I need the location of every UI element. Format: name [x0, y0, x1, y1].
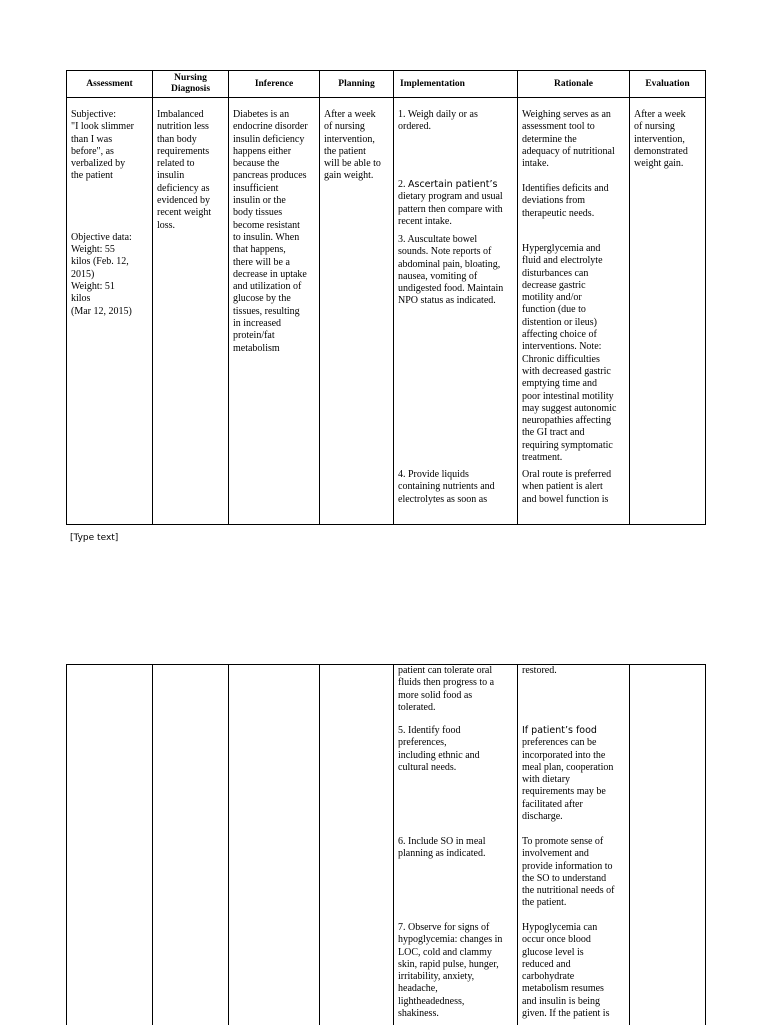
- rationale-item-2: Identifies deficits and deviations from therapeutic needs.: [522, 183, 625, 243]
- table-row: [67, 98, 706, 525]
- implementation-item-2: [398, 179, 513, 234]
- rationale-item-5: [522, 725, 625, 836]
- implementation-item-2-rest: dietary program and usual pattern then compare with recent intake.: [398, 191, 503, 227]
- implementation-item-2-number: 2.: [398, 179, 408, 190]
- implementation-item-2-lead: Ascertain patient’s: [408, 179, 497, 190]
- implementation-item-5: 5. Identify food preferences, including ethnic and cultural needs.: [398, 725, 513, 836]
- care-plan-table-page-1: [66, 70, 706, 525]
- header-planning: Planning: [320, 71, 394, 98]
- care-plan-table-page-2: [66, 664, 706, 1025]
- planning-cell: [320, 665, 394, 1025]
- implementation-cell: [394, 665, 518, 1025]
- assessment-cell: [67, 665, 153, 1025]
- implementation-item-7: 7. Observe for signs of hypoglycemia: changes in LOC, cold and clammy skin, rapid pulse, hunger, irritability, anxiety, headache, lightheadedness, shakiness.: [398, 922, 513, 1020]
- rationale-item-5-rest: preferences can be incorporated into the meal plan, cooperation with dietary requirements may be facilitated after discharge.: [522, 737, 613, 822]
- rationale-item-4-continued: restored.: [522, 665, 625, 725]
- table-header-row: [67, 71, 706, 98]
- evaluation-text: After a week of nursing intervention, demonstrated weight gain.: [634, 109, 701, 170]
- assessment-cell: [67, 98, 153, 525]
- implementation-item-4: 4. Provide liquids containing nutrients and electrolytes as soon as: [398, 469, 513, 506]
- header-assessment: Assessment: [67, 71, 153, 98]
- rationale-item-5-lead: If patient’s food: [522, 725, 597, 736]
- diagnosis-cell: [153, 665, 229, 1025]
- header-nursing-diagnosis: Nursing Diagnosis: [153, 71, 229, 98]
- inference-cell: [229, 665, 320, 1025]
- inference-cell: [229, 98, 320, 525]
- planning-text: After a week of nursing intervention, the patient will be able to gain weight.: [324, 109, 389, 183]
- implementation-item-4-continued: patient can tolerate oral fluids then progress to a more solid food as tolerated.: [398, 665, 513, 725]
- nursing-diagnosis-text: Imbalanced nutrition less than body requirements related to insulin deficiency as evidenced by recent weight loss.: [157, 109, 224, 232]
- rationale-item-1: Weighing serves as an assessment tool to determine the adequacy of nutritional intake.: [522, 109, 625, 183]
- rationale-item-3: Hyperglycemia and fluid and electrolyte disturbances can decrease gastric motility and/or function (due to distention or ileus) affecting choice of interventions. Note: Chronic difficulties with decreased gastric emptying time and poor intestinal motility may suggest autonomic neuropathies affecting the GI tract and requiring symptomatic treatment.: [522, 243, 625, 469]
- assessment-objective: Objective data: Weight: 55 kilos (Feb. 12, 2015) Weight: 51 kilos (Mar 12, 2015): [71, 232, 148, 318]
- rationale-cell: [518, 98, 630, 525]
- implementation-item-6: 6. Include SO in meal planning as indicated.: [398, 836, 513, 922]
- header-evaluation: Evaluation: [630, 71, 706, 98]
- implementation-item-3: 3. Auscultate bowel sounds. Note reports of abdominal pain, bloating, nausea, vomiting of undigested food. Maintain NPO status as indicated.: [398, 234, 513, 469]
- header-rationale: Rationale: [518, 71, 630, 98]
- header-implementation: Implementation: [394, 71, 518, 98]
- rationale-item-6: To promote sense of involvement and provide information to the SO to understand the nutritional needs of the patient.: [522, 836, 625, 922]
- evaluation-cell: [630, 98, 706, 525]
- rationale-cell: [518, 665, 630, 1025]
- rationale-item-4: Oral route is preferred when patient is alert and bowel function is: [522, 469, 625, 506]
- implementation-cell: [394, 98, 518, 525]
- implementation-item-1: 1. Weigh daily or as ordered.: [398, 109, 513, 179]
- assessment-subjective: Subjective: "I look slimmer than I was before", as verbalized by the patient: [71, 109, 148, 183]
- header-inference: Inference: [229, 71, 320, 98]
- inference-text: Diabetes is an endocrine disorder insulin deficiency happens either because the pancreas produces insufficient insulin or the body tissues become resistant to insulin. When that happens, there will be a decrease in uptake and utilization of glucose by the tissues, resulting in increased protein/fat metabolism: [233, 109, 315, 355]
- rationale-item-7: Hypoglycemia can occur once blood glucose level is reduced and carbohydrate metabolism resumes and insulin is being given. If the patient is: [522, 922, 625, 1020]
- evaluation-cell: [630, 665, 706, 1025]
- diagnosis-cell: [153, 98, 229, 525]
- page-footer: [Type text]: [70, 533, 118, 543]
- planning-cell: [320, 98, 394, 525]
- table-row: [67, 665, 706, 1025]
